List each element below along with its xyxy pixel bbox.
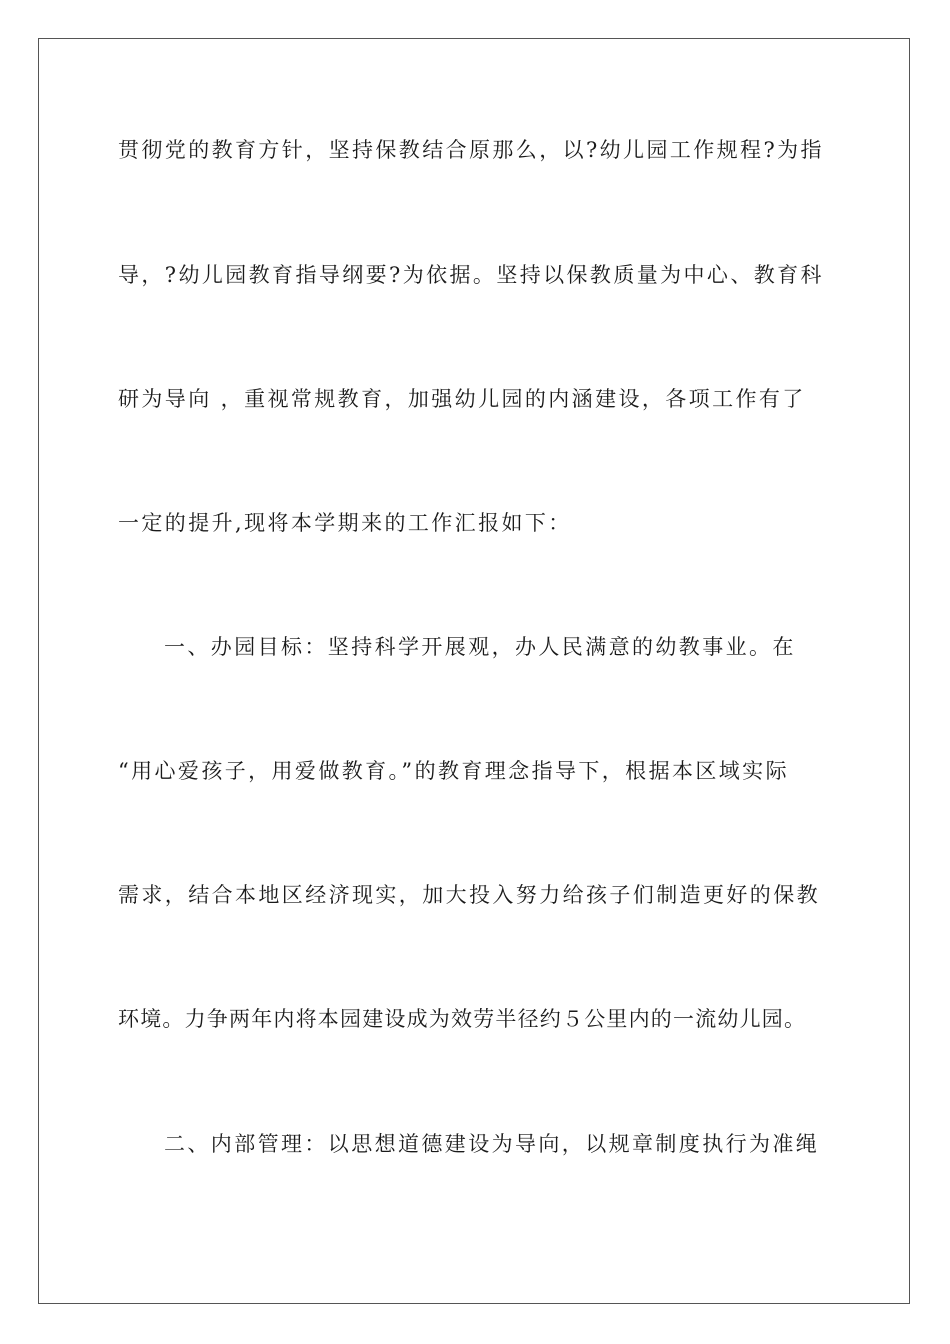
text-line-2: 导，?幼儿园教育指导纲要?为依据。坚持以保教质量为中心、教育科 [118, 263, 824, 287]
text-line-3: 研为导向 ，重视常规教育，加强幼儿园的内涵建设，各项工作有了 [118, 387, 806, 411]
page-border [38, 38, 910, 1304]
text-line-7: 需求，结合本地区经济现实，加大投入努力给孩子们制造更好的保教 [118, 883, 820, 907]
text-line-1: 贯彻党的教育方针，坚持保教结合原那么，以?幼儿园工作规程?为指 [118, 138, 824, 162]
text-line-9: 二、内部管理：以思想道德建设为导向，以规章制度执行为准绳 [164, 1132, 820, 1156]
text-line-4: 一定的提升,现将本学期来的工作汇报如下： [118, 511, 572, 535]
text-line-8: 环境。力争两年内将本园建设成为效劳半径约５公里内的一流幼儿园。 [118, 1007, 807, 1031]
text-line-5: 一、办园目标：坚持科学开展观，办人民满意的幼教事业。在 [164, 635, 796, 659]
text-line-6: “用心爱孩子，用爱做教育。”的教育理念指导下，根据本区域实际 [118, 759, 789, 783]
